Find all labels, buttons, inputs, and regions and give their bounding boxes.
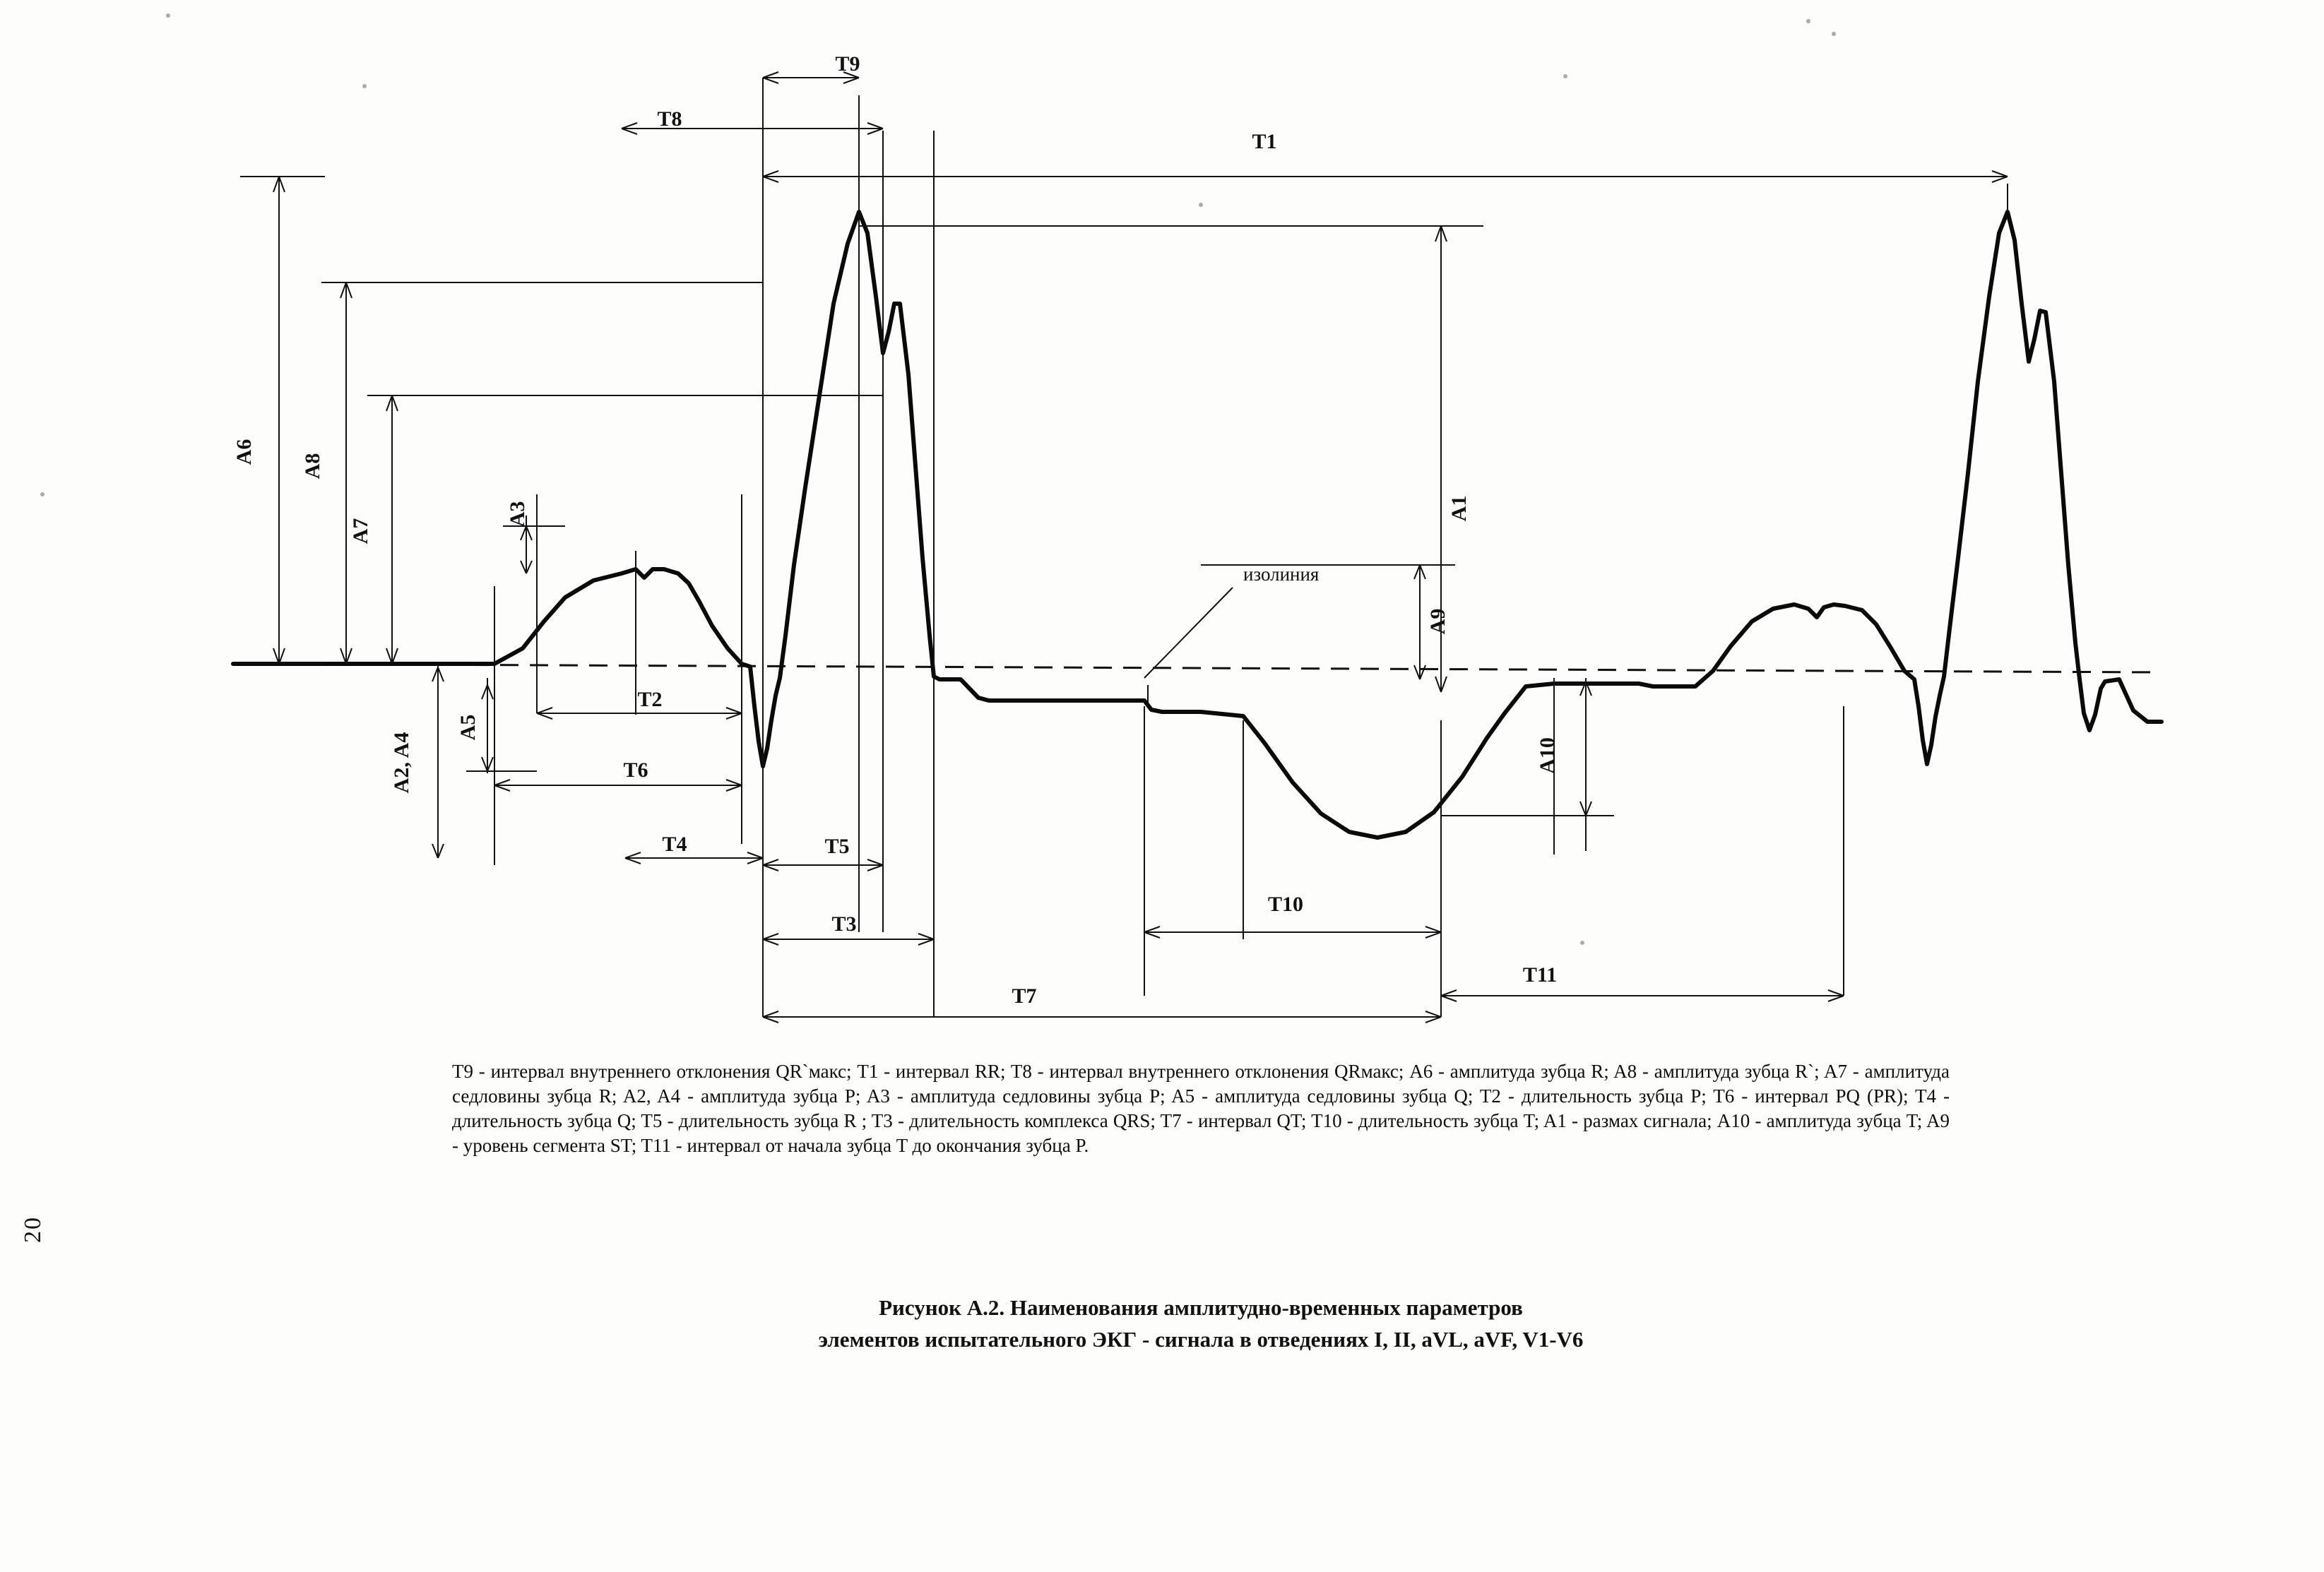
label-T2: T2 bbox=[637, 688, 663, 711]
isoline bbox=[233, 664, 2162, 672]
extension-lines bbox=[279, 78, 2008, 1017]
figure-title-line-1: Рисунок А.2. Наименования амплитудно-временных параметров bbox=[879, 1295, 1523, 1320]
dimension-lines bbox=[240, 72, 2008, 1023]
label-A1: A1 bbox=[1447, 495, 1471, 522]
label-T11: T11 bbox=[1522, 963, 1558, 987]
label-T8: T8 bbox=[657, 107, 682, 131]
figure-legend bbox=[452, 1059, 1950, 1158]
legend-text: T9 - интервал внутреннего отклонения QR`макс; T1 - интервал RR; T8 - интервал внутреннего отклонения QRмакс; A6 - амплитуда зубца R; A8 - амплитуда зубца R`; A7 - амплитуда седловины зубца R; A2, A4 - амплитуда зубца P; A3 - амплитуда седловины зубца P; A5 - амплитуда седловины зубца Q; T2 - длительность зубца P; T6 - интервал PQ (PR); T4 - длительность зубца Q; T5 - длительность зубца R ; T3 - длительность комплекса QRS; T7 - интервал QT; T10 - длительность зубца T; A1 - размах сигнала; A10 - амплитуда зубца T; A9 - уровень сегмента ST; T11 - интервал от начала зубца T до окончания зубца P. bbox=[452, 1061, 1950, 1157]
label-T3: T3 bbox=[831, 912, 857, 936]
label-A6: A6 bbox=[232, 439, 256, 465]
label-T10: T10 bbox=[1267, 893, 1304, 916]
label-A7: A7 bbox=[349, 518, 372, 544]
label-T1: T1 bbox=[1252, 130, 1277, 153]
label-T7: T7 bbox=[1012, 984, 1037, 1008]
label-T5: T5 bbox=[824, 835, 850, 858]
label-A10: A10 bbox=[1536, 737, 1559, 774]
figure-title bbox=[452, 1292, 1950, 1356]
label-A9: A9 bbox=[1426, 608, 1449, 635]
label-A2-A4: A2, A4 bbox=[390, 732, 413, 794]
label-isoline: изолиния bbox=[1243, 564, 1320, 585]
label-T9: T9 bbox=[835, 52, 860, 76]
label-A5: A5 bbox=[456, 714, 480, 741]
label-A8: A8 bbox=[301, 453, 324, 480]
label-T6: T6 bbox=[623, 758, 648, 782]
figure-labels bbox=[232, 52, 1559, 1008]
figure-title-line-2: элементов испытательного ЭКГ - сигнала в отведениях I, II, aVL, aVF, V1-V6 bbox=[818, 1326, 1584, 1352]
label-T4: T4 bbox=[662, 833, 687, 856]
page-number: 20 bbox=[20, 1216, 46, 1243]
label-A3: A3 bbox=[506, 501, 529, 528]
